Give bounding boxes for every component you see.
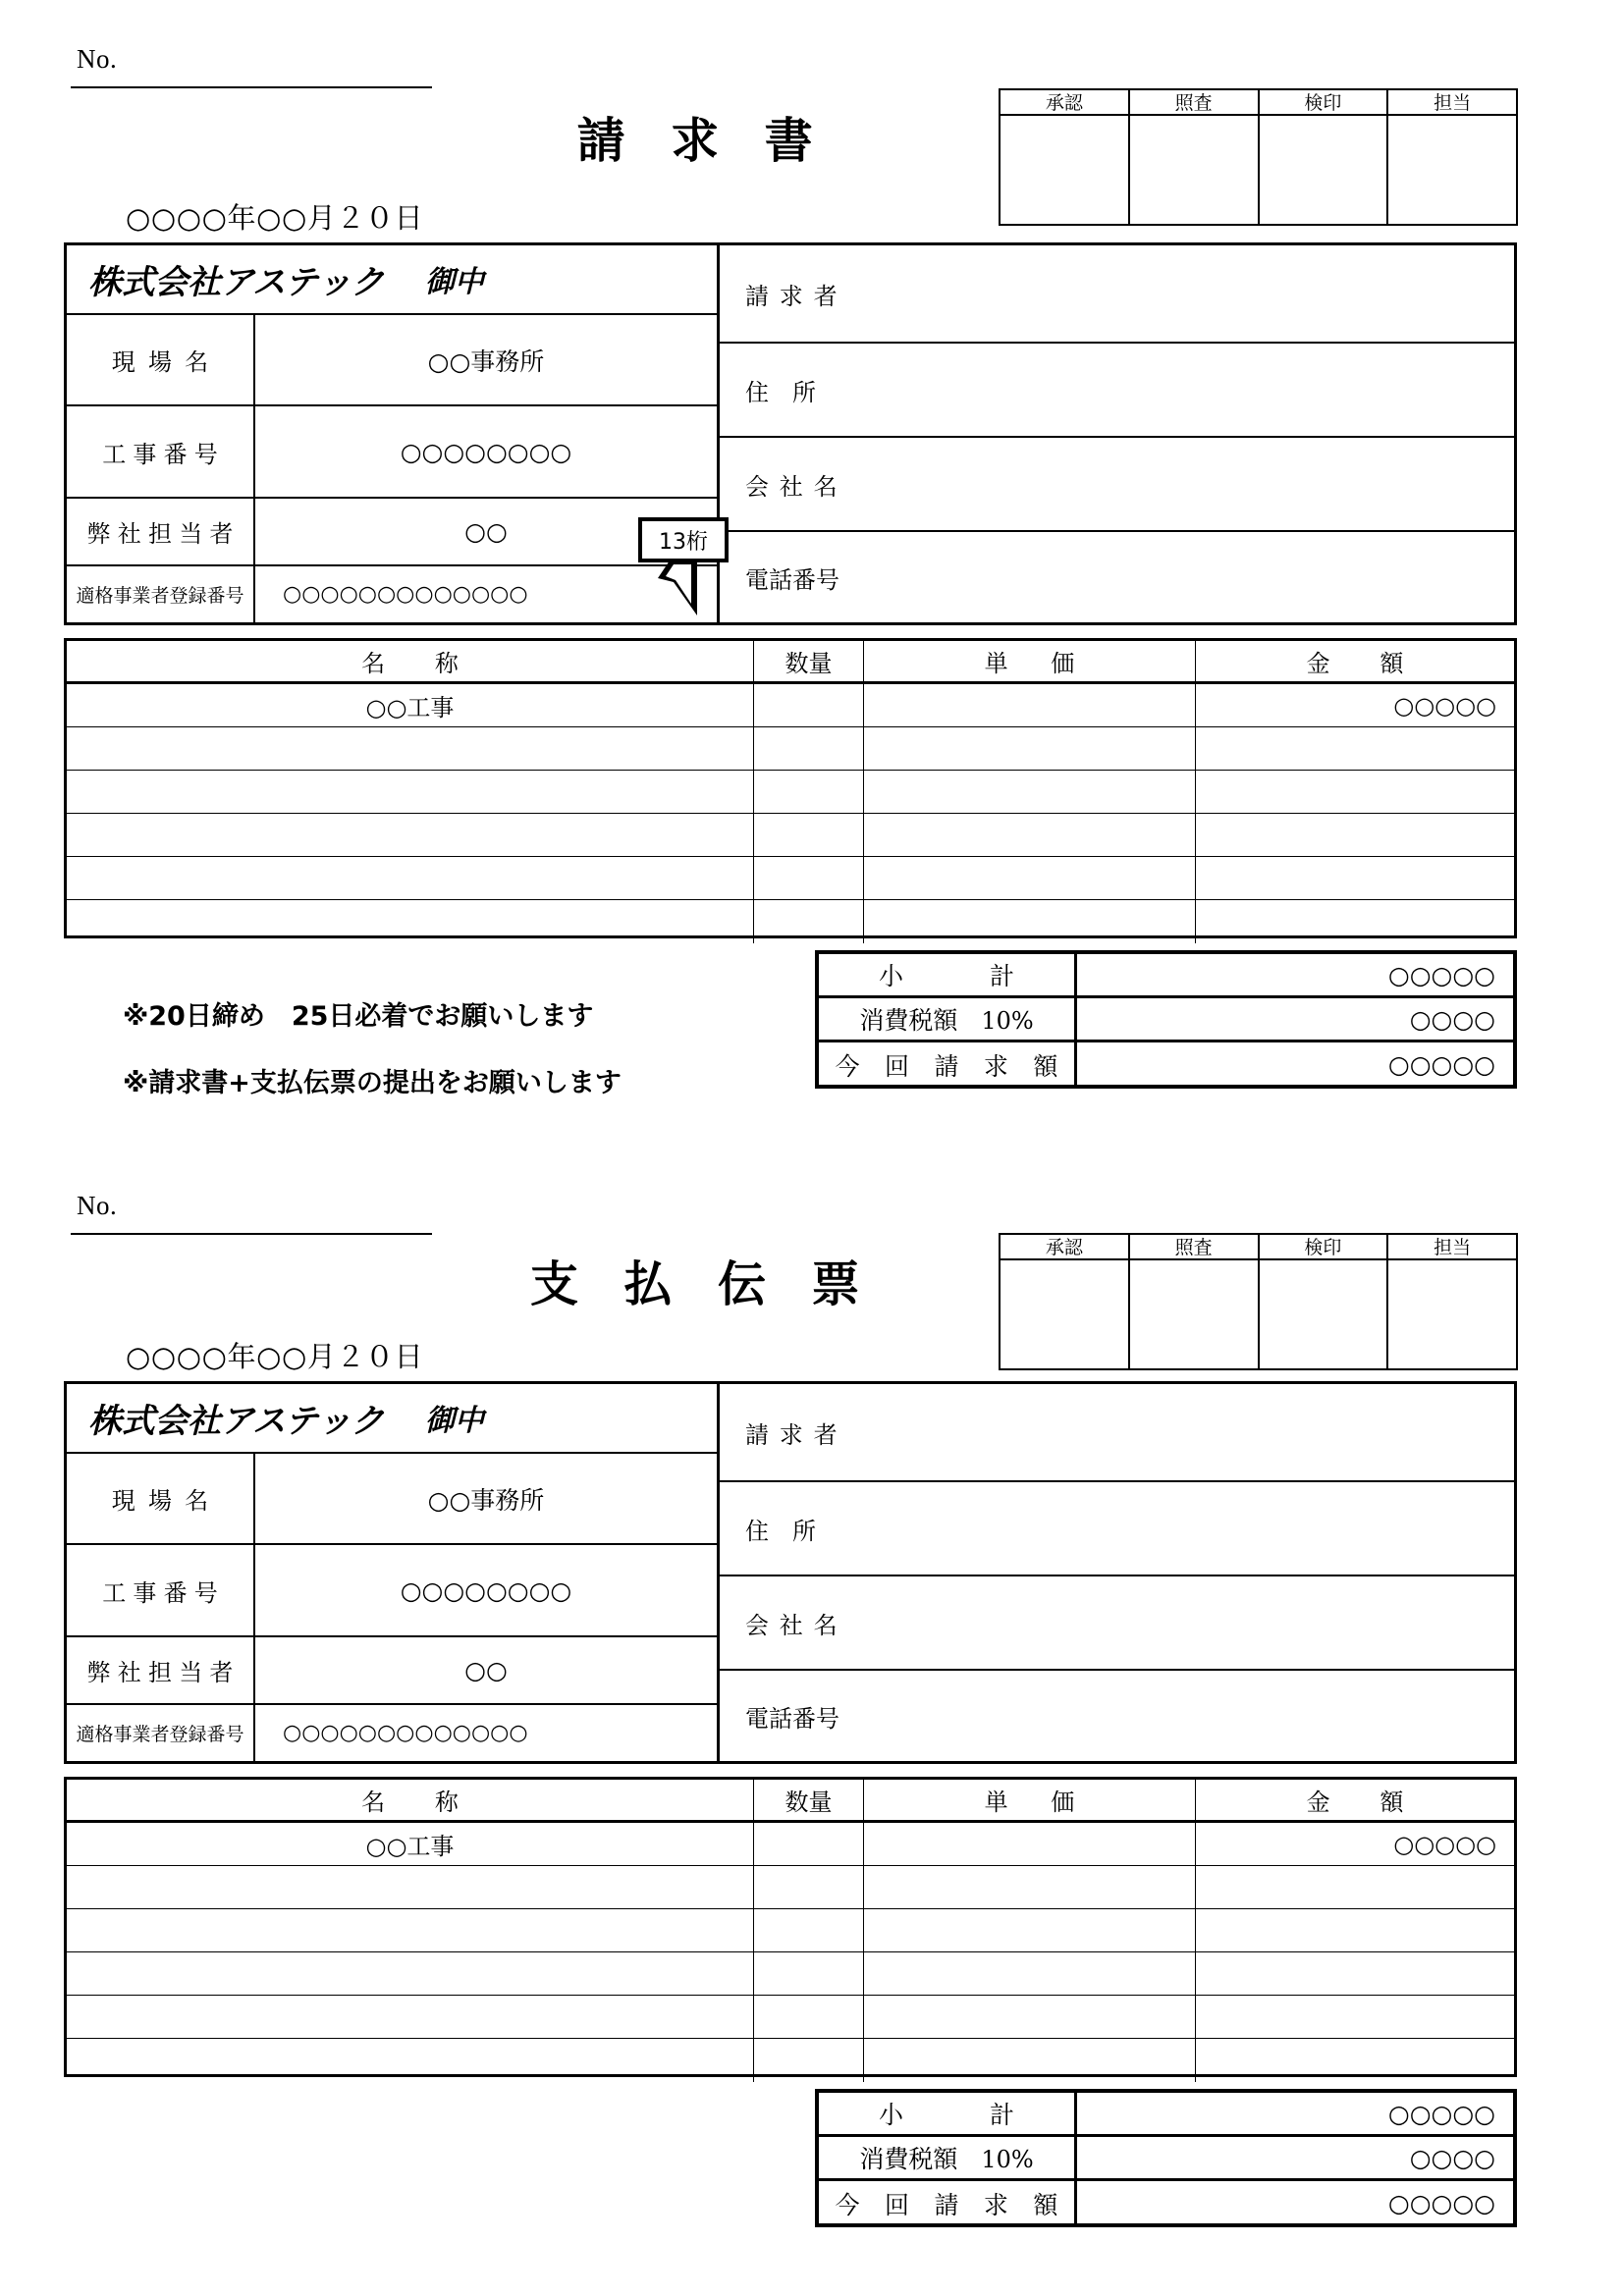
- item-price-cell[interactable]: [864, 771, 1196, 813]
- item-qty-cell[interactable]: [754, 814, 864, 856]
- totals-label-subtotal: 小 計: [819, 2093, 1077, 2134]
- item-amount-cell[interactable]: [1196, 771, 1514, 813]
- item-qty-cell[interactable]: [754, 771, 864, 813]
- items-header-amount: 金 額: [1306, 1789, 1426, 1816]
- totals-value-grand-total[interactable]: ○○○○○: [1387, 2189, 1495, 2217]
- totals-label-grand-total: 今 回 請 求 額: [819, 2181, 1077, 2225]
- info-value-site-name[interactable]: ○○事務所: [427, 1485, 545, 1515]
- billing-phone-label: 電話番号: [745, 565, 839, 594]
- item-name-cell[interactable]: [67, 1952, 754, 1995]
- info-left-column: [67, 1384, 720, 1761]
- totals-value-grand-total[interactable]: ○○○○○: [1387, 1050, 1495, 1079]
- totals-value-tax[interactable]: ○○○○: [1409, 1004, 1495, 1034]
- item-qty-cell[interactable]: [754, 1866, 864, 1908]
- billing-address-label: 住所: [745, 1517, 839, 1545]
- totals-value-subtotal[interactable]: ○○○○○: [1387, 2099, 1495, 2128]
- info-row-staff: [67, 499, 717, 566]
- addressee-honorific: 御中: [424, 265, 484, 300]
- totals-row-tax: [819, 2137, 1513, 2181]
- info-value-work-number[interactable]: ○○○○○○○○: [400, 437, 572, 466]
- items-header-row: [67, 641, 1514, 684]
- registration-digits-callout: [638, 517, 776, 620]
- no-label: No.: [77, 44, 118, 74]
- page-title: 請 求 書: [576, 113, 828, 169]
- approval-header-shonin: 承認: [1001, 1235, 1128, 1260]
- approval-stamp-area-tanto[interactable]: [1388, 116, 1516, 224]
- info-value-site-name[interactable]: ○○事務所: [427, 347, 545, 376]
- table-row[interactable]: [67, 900, 1514, 943]
- item-price-cell[interactable]: [864, 900, 1196, 943]
- info-label-staff: 弊社担当者: [67, 1637, 255, 1703]
- table-row[interactable]: [67, 1996, 1514, 2039]
- payment-slip-document: [0, 1148, 1623, 2296]
- item-price-cell[interactable]: [864, 1866, 1196, 1908]
- addressee-row: [67, 245, 717, 315]
- billing-company-row[interactable]: [720, 1576, 1514, 1671]
- info-block: [64, 242, 1517, 625]
- totals-row-subtotal: [819, 954, 1513, 998]
- items-table: [64, 1777, 1517, 2077]
- issue-date: ○○○○年○○月２０日: [126, 1340, 424, 1373]
- table-row[interactable]: [67, 814, 1514, 857]
- info-value-work-number[interactable]: ○○○○○○○○: [400, 1575, 572, 1605]
- totals-label-subtotal: 小 計: [819, 954, 1077, 995]
- items-header-price: 単 価: [864, 1780, 1196, 1820]
- billing-address-label: 住所: [745, 378, 839, 406]
- totals-label-tax: [819, 2137, 1077, 2178]
- item-amount-cell[interactable]: [1196, 900, 1514, 943]
- info-label-work-number: 工事番号: [67, 1545, 255, 1635]
- totals-label-tax-rate: 10%: [981, 2146, 1034, 2173]
- billing-address-row[interactable]: [720, 1482, 1514, 1576]
- approval-column-shonin[interactable]: [1001, 1235, 1130, 1368]
- page-title: 支 払 伝 票: [529, 1256, 875, 1312]
- billing-phone-row[interactable]: [720, 532, 1514, 622]
- billing-company-row[interactable]: [720, 438, 1514, 532]
- approval-column-tanto[interactable]: [1388, 90, 1516, 224]
- items-header-name: 名 称: [67, 1780, 754, 1820]
- table-row[interactable]: [67, 857, 1514, 900]
- totals-block: [815, 2089, 1517, 2227]
- info-row-site-name: [67, 1454, 717, 1546]
- items-header-name: 名 称: [67, 641, 754, 681]
- billing-party-row[interactable]: [720, 245, 1514, 344]
- item-qty-cell[interactable]: [754, 900, 864, 943]
- info-row-work-number: [67, 406, 717, 499]
- approval-column-tanto[interactable]: [1388, 1235, 1516, 1368]
- info-label-work-number: 工事番号: [67, 406, 255, 497]
- totals-row-tax: [819, 998, 1513, 1042]
- table-row[interactable]: [67, 1909, 1514, 1952]
- item-price-cell[interactable]: [864, 2039, 1196, 2082]
- no-rule: [71, 86, 432, 88]
- info-right-column: [720, 1384, 1514, 1761]
- item-qty-cell[interactable]: [754, 1952, 864, 1995]
- approval-header-shonin: 承認: [1001, 90, 1128, 116]
- totals-value-subtotal[interactable]: ○○○○○: [1387, 960, 1495, 989]
- items-table: [64, 638, 1517, 938]
- addressee-honorific: 御中: [424, 1404, 484, 1439]
- item-name-cell[interactable]: [67, 900, 754, 943]
- no-rule: [71, 1233, 432, 1235]
- info-row-registration-number: [67, 566, 717, 622]
- table-row[interactable]: [67, 1823, 1514, 1866]
- item-name-cell[interactable]: [67, 857, 754, 899]
- note-deadline: ※20日締め 25日必着でお願いします: [123, 1001, 594, 1032]
- approval-stamp-area-shosa[interactable]: [1130, 1260, 1258, 1368]
- totals-block: [815, 950, 1517, 1089]
- items-header-amount: 金 額: [1306, 650, 1426, 677]
- info-label-site-name: 現場名: [67, 315, 255, 405]
- items-header-row: [67, 1780, 1514, 1823]
- info-row-work-number: [67, 1545, 717, 1637]
- item-amount-cell[interactable]: [1196, 814, 1514, 856]
- approval-stamp-area-shosa[interactable]: [1130, 116, 1258, 224]
- items-header-price: 単 価: [864, 641, 1196, 681]
- table-row[interactable]: [67, 1866, 1514, 1909]
- billing-party-row[interactable]: [720, 1384, 1514, 1482]
- billing-company-label: 会社名: [745, 472, 848, 501]
- addressee-company: 株式会社アステック: [88, 1401, 384, 1441]
- table-row[interactable]: [67, 727, 1514, 771]
- approval-stamp-area-shonin[interactable]: [1001, 1260, 1128, 1368]
- info-left-column: [67, 245, 720, 622]
- item-name-cell[interactable]: [67, 1909, 754, 1951]
- info-row-site-name: [67, 315, 717, 407]
- approval-stamp-area-kenin[interactable]: [1260, 116, 1387, 224]
- item-amount-cell[interactable]: [1196, 1952, 1514, 1995]
- approval-stamp-grid: [999, 88, 1518, 226]
- billing-address-row[interactable]: [720, 344, 1514, 438]
- approval-column-shosa[interactable]: [1130, 90, 1260, 224]
- approval-header-shosa: 照査: [1130, 90, 1258, 116]
- approval-column-kenin[interactable]: [1260, 1235, 1389, 1368]
- item-name-cell[interactable]: [67, 2039, 754, 2082]
- approval-header-shosa: 照査: [1130, 1235, 1258, 1260]
- no-label: No.: [77, 1191, 118, 1220]
- billing-company-label: 会社名: [745, 1611, 848, 1639]
- info-value-staff[interactable]: ○○: [464, 1655, 508, 1684]
- totals-label-grand-total: 今 回 請 求 額: [819, 1042, 1077, 1087]
- issue-date: ○○○○年○○月２０日: [126, 201, 424, 235]
- item-amount-cell[interactable]: [1196, 1996, 1514, 2038]
- approval-stamp-area-tanto[interactable]: [1388, 1260, 1516, 1368]
- billing-party-label: 請求者: [745, 1420, 848, 1449]
- approval-stamp-area-kenin[interactable]: [1260, 1260, 1387, 1368]
- totals-row-subtotal: [819, 2093, 1513, 2137]
- item-price-cell[interactable]: [864, 857, 1196, 899]
- totals-label-tax-text: 消費税額: [859, 1006, 958, 1035]
- approval-header-kenin: 検印: [1260, 1235, 1387, 1260]
- item-price-cell[interactable]: [864, 1952, 1196, 1995]
- item-price-cell[interactable]: [864, 1823, 1196, 1865]
- addressee-row: [67, 1384, 717, 1454]
- info-value-registration-number[interactable]: ○○○○○○○○○○○○○: [283, 1720, 528, 1745]
- item-amount-cell[interactable]: [1196, 727, 1514, 770]
- approval-column-shosa[interactable]: [1130, 1235, 1260, 1368]
- totals-value-tax[interactable]: ○○○○: [1409, 2143, 1495, 2172]
- approval-column-kenin[interactable]: [1260, 90, 1389, 224]
- callout-box: 13桁: [638, 517, 729, 562]
- item-name-cell[interactable]: [67, 1996, 754, 2038]
- item-amount-cell[interactable]: [1196, 857, 1514, 899]
- table-row[interactable]: [67, 684, 1514, 727]
- table-row[interactable]: [67, 2039, 1514, 2082]
- items-header-qty: 数量: [754, 1780, 864, 1820]
- billing-party-label: 請求者: [745, 282, 848, 310]
- item-name-cell[interactable]: [67, 1866, 754, 1908]
- item-qty-cell[interactable]: [754, 1909, 864, 1951]
- item-amount-cell[interactable]: [1196, 2039, 1514, 2082]
- item-amount-cell[interactable]: [1196, 1909, 1514, 1951]
- item-name-cell[interactable]: ○○工事: [67, 1823, 754, 1865]
- totals-label-tax: [819, 998, 1077, 1040]
- items-header-qty: 数量: [754, 641, 864, 681]
- note-submission: ※請求書+支払伝票の提出をお願いします: [123, 1068, 622, 1098]
- approval-header-kenin: 検印: [1260, 90, 1387, 116]
- info-label-registration-number: 適格事業者登録番号: [67, 566, 255, 622]
- info-value-registration-number[interactable]: ○○○○○○○○○○○○○: [283, 581, 528, 607]
- approval-stamp-area-shonin[interactable]: [1001, 116, 1128, 224]
- totals-label-tax-text: 消費税額: [859, 2145, 958, 2173]
- item-amount-cell[interactable]: ○○○○○: [1393, 1830, 1496, 1858]
- item-name-cell[interactable]: [67, 727, 754, 770]
- info-row-staff: [67, 1637, 717, 1705]
- info-block: [64, 1381, 1517, 1764]
- item-qty-cell[interactable]: [754, 857, 864, 899]
- info-value-staff[interactable]: ○○: [464, 516, 508, 546]
- item-price-cell[interactable]: [864, 814, 1196, 856]
- table-row[interactable]: [67, 771, 1514, 814]
- item-qty-cell[interactable]: [754, 1996, 864, 2038]
- approval-header-tanto: 担当: [1388, 90, 1516, 116]
- addressee-company: 株式会社アステック: [88, 262, 384, 302]
- item-amount-cell[interactable]: [1196, 1866, 1514, 1908]
- item-qty-cell[interactable]: [754, 2039, 864, 2082]
- info-label-staff: 弊社担当者: [67, 499, 255, 564]
- item-name-cell[interactable]: [67, 771, 754, 813]
- approval-stamp-grid: [999, 1233, 1518, 1370]
- approval-header-tanto: 担当: [1388, 1235, 1516, 1260]
- totals-row-grand-total: [819, 2181, 1513, 2225]
- item-qty-cell[interactable]: [754, 727, 864, 770]
- info-right-column: [720, 245, 1514, 622]
- item-price-cell[interactable]: [864, 1909, 1196, 1951]
- approval-column-shonin[interactable]: [1001, 90, 1130, 224]
- info-row-registration-number: [67, 1705, 717, 1761]
- item-price-cell[interactable]: [864, 684, 1196, 726]
- item-amount-cell[interactable]: ○○○○○: [1393, 691, 1496, 720]
- billing-phone-row[interactable]: [720, 1671, 1514, 1761]
- totals-label-tax-rate: 10%: [981, 1007, 1034, 1035]
- item-qty-cell[interactable]: [754, 684, 864, 726]
- item-price-cell[interactable]: [864, 1996, 1196, 2038]
- info-label-registration-number: 適格事業者登録番号: [67, 1705, 255, 1761]
- totals-row-grand-total: [819, 1042, 1513, 1087]
- item-name-cell[interactable]: ○○工事: [67, 684, 754, 726]
- info-label-site-name: 現場名: [67, 1454, 255, 1544]
- billing-phone-label: 電話番号: [745, 1704, 839, 1733]
- item-name-cell[interactable]: [67, 814, 754, 856]
- table-row[interactable]: [67, 1952, 1514, 1996]
- item-price-cell[interactable]: [864, 727, 1196, 770]
- item-qty-cell[interactable]: [754, 1823, 864, 1865]
